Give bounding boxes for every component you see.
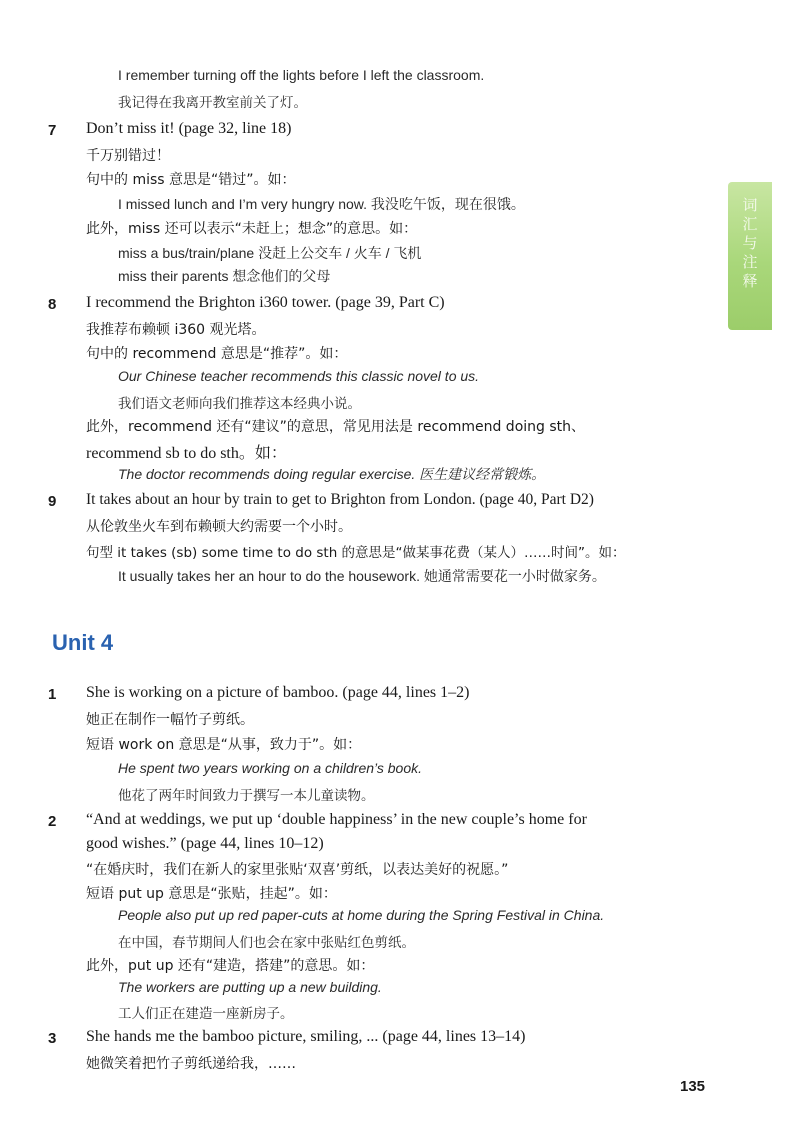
example-sentence: It usually takes her an hour to do the housework. 她通常需要花一小时做家务。	[118, 568, 606, 584]
example-sentence: People also put up red paper-cuts at home during the Spring Festival in China.	[118, 907, 605, 923]
usage-note: 句中的 miss 意思是“错过”。如：	[86, 172, 296, 188]
item-translation: 从伦敦坐火车到布赖顿大约需要一个小时。	[86, 519, 352, 535]
item-sentence: Don’t miss it! (page 32, line 18)	[86, 120, 292, 137]
example-sentence: The workers are putting up a new building.	[118, 979, 382, 995]
side-tab-label: 词汇与注释	[742, 196, 758, 290]
usage-note: 短语 work on 意思是“从事，致力于”。如：	[86, 737, 362, 753]
example-translation: 在中国，春节期间人们也会在家中张贴红色剪纸。	[118, 935, 415, 951]
item-translation: 她正在制作一幅竹子剪纸。	[86, 712, 254, 728]
usage-note-continued: recommend sb to do sth。如：	[86, 445, 287, 462]
usage-note: 短语 put up 意思是“张贴，挂起”。如：	[86, 886, 337, 902]
page-number: 135	[680, 1078, 706, 1095]
usage-note: 句型 it takes (sb) some time to do sth 的意思是“做某事花费（某人）……时间”。如：	[86, 545, 626, 561]
item-sentence: “And at weddings, we put up ‘double happiness’ in the new couple’s home for	[86, 811, 587, 828]
example-translation: 我们语文老师向我们推荐这本经典小说。	[118, 396, 361, 412]
item-sentence: She is working on a picture of bamboo. (page 44, lines 1–2)	[86, 684, 470, 701]
item-number: 7	[48, 122, 57, 139]
unit-heading: Unit 4	[52, 630, 114, 655]
example-sentence: The doctor recommends doing regular exercise. 医生建议经常锻炼。	[118, 466, 546, 482]
item-sentence-continued: good wishes.” (page 44, lines 10–12)	[86, 835, 324, 852]
item-translation: 我推荐布赖顿 i360 观光塔。	[86, 322, 266, 338]
example-sentence: I remember turning off the lights before I left the classroom.	[118, 67, 485, 83]
item-number: 9	[48, 493, 57, 510]
usage-note: 此外，recommend 还有“建议”的意思，常见用法是 recommend doing sth、	[86, 419, 586, 435]
item-number: 8	[48, 296, 57, 313]
usage-note: 句中的 recommend 意思是“推荐”。如：	[86, 346, 348, 362]
item-translation: “在婚庆时，我们在新人的家里张贴‘双喜’剪纸，以表达美好的祝愿。”	[86, 862, 509, 878]
usage-note: 此外，put up 还有“建造，搭建”的意思。如：	[86, 958, 375, 974]
example-phrase: miss a bus/train/plane 没赶上公交车 / 火车 / 飞机	[118, 245, 422, 261]
example-sentence: I missed lunch and I’m very hungry now. 我没吃午饭，现在很饿。	[118, 196, 525, 212]
item-number: 3	[48, 1030, 57, 1047]
usage-note: 此外，miss 还可以表示“未赶上；想念”的意思。如：	[86, 221, 418, 237]
example-translation: 工人们正在建造一座新房子。	[118, 1006, 294, 1022]
item-sentence: It takes about an hour by train to get to Brighton from London. (page 40, Part D2)	[86, 491, 594, 508]
example-sentence: He spent two years working on a children’s book.	[118, 760, 423, 776]
item-number: 2	[48, 813, 57, 830]
item-sentence: I recommend the Brighton i360 tower. (page 39, Part C)	[86, 294, 445, 311]
example-phrase: miss their parents 想念他们的父母	[118, 268, 331, 284]
item-translation: 千万别错过！	[86, 148, 170, 164]
example-sentence: Our Chinese teacher recommends this classic novel to us.	[118, 368, 480, 384]
item-number: 1	[48, 686, 57, 703]
example-translation: 他花了两年时间致力于撰写一本儿童读物。	[118, 788, 375, 804]
item-translation: 她微笑着把竹子剪纸递给我，……	[86, 1056, 296, 1072]
example-translation: 我记得在我离开教室前关了灯。	[118, 95, 307, 111]
item-sentence: She hands me the bamboo picture, smiling, ... (page 44, lines 13–14)	[86, 1028, 526, 1045]
